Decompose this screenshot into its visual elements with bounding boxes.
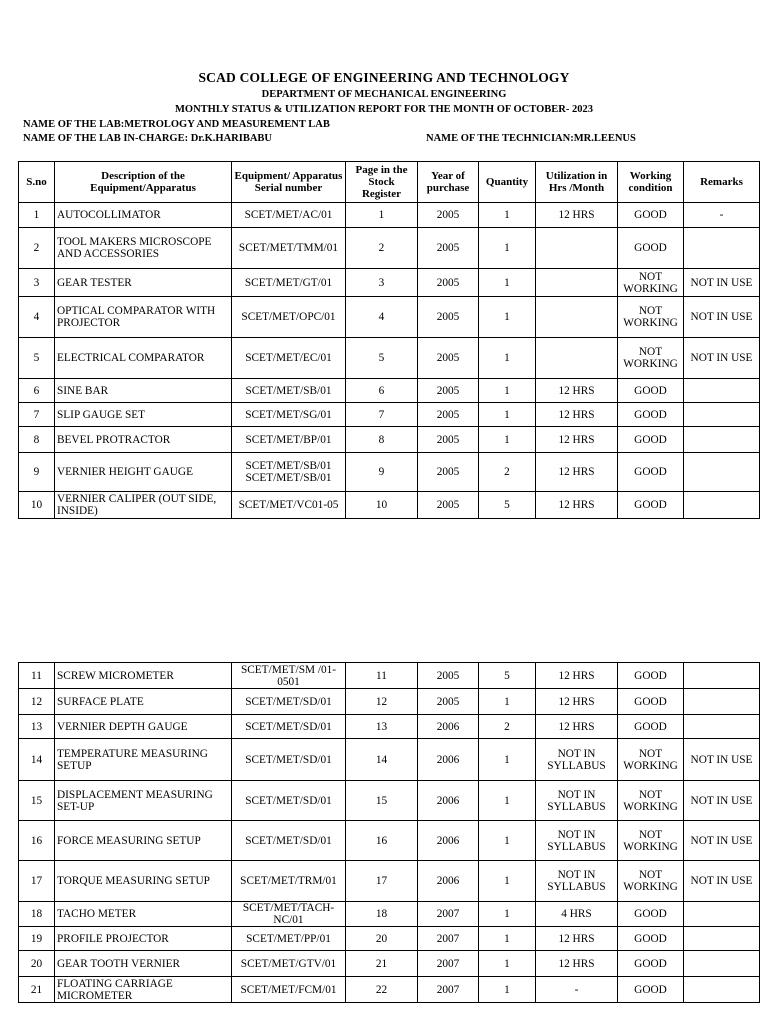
cell-condition: NOT WORKING — [618, 269, 684, 297]
lab-name: NAME OF THE LAB:METROLOGY AND MEASUREMENT LAB — [23, 119, 330, 130]
cell-remarks — [684, 492, 760, 519]
table-row — [19, 927, 760, 951]
cell-year: 2005 — [418, 453, 479, 492]
cell-serial-number: SCET/MET/TRM/01 — [232, 861, 346, 902]
cell-description: FLOATING CARRIAGE MICROMETER — [55, 977, 232, 1003]
cell-sno: 21 — [19, 977, 55, 1003]
cell-sno: 2 — [19, 228, 55, 269]
cell-sno: 13 — [19, 715, 55, 739]
cell-year: 2006 — [418, 715, 479, 739]
cell-page: 20 — [346, 927, 418, 951]
cell-serial-number: SCET/MET/GT/01 — [232, 269, 346, 297]
cell-page: 16 — [346, 821, 418, 861]
cell-utilization: 12 HRS — [536, 453, 618, 492]
cell-quantity: 1 — [479, 821, 536, 861]
cell-description: PROFILE PROJECTOR — [55, 927, 232, 951]
cell-description: TOOL MAKERS MICROSCOPE AND ACCESSORIES — [55, 228, 232, 269]
technician-name: NAME OF THE TECHNICIAN:MR.LEENUS — [426, 133, 636, 144]
cell-quantity: 1 — [479, 338, 536, 379]
cell-page: 3 — [346, 269, 418, 297]
cell-description: AUTOCOLLIMATOR — [55, 203, 232, 228]
cell-sno: 17 — [19, 861, 55, 902]
cell-description: SURFACE PLATE — [55, 689, 232, 715]
cell-sno: 15 — [19, 781, 55, 821]
cell-year: 2006 — [418, 739, 479, 781]
cell-year: 2005 — [418, 203, 479, 228]
cell-condition: GOOD — [618, 492, 684, 519]
cell-year: 2005 — [418, 338, 479, 379]
cell-sno: 12 — [19, 689, 55, 715]
cell-utilization: NOT IN SYLLABUS — [536, 821, 618, 861]
cell-page: 15 — [346, 781, 418, 821]
cell-year: 2005 — [418, 689, 479, 715]
cell-serial-number: SCET/MET/SD/01 — [232, 739, 346, 781]
table-row — [19, 689, 760, 715]
cell-remarks — [684, 403, 760, 427]
cell-condition: NOT WORKING — [618, 338, 684, 379]
cell-remarks — [684, 689, 760, 715]
cell-sno: 8 — [19, 427, 55, 453]
cell-utilization: 12 HRS — [536, 927, 618, 951]
cell-remarks: NOT IN USE — [684, 821, 760, 861]
report-title: MONTHLY STATUS & UTILIZATION REPORT FOR THE MONTH OF OCTOBER- 2023 — [175, 104, 593, 115]
cell-condition: GOOD — [618, 203, 684, 228]
cell-year: 2005 — [418, 403, 479, 427]
cell-year: 2006 — [418, 861, 479, 902]
cell-condition: NOT WORKING — [618, 861, 684, 902]
cell-sno: 1 — [19, 203, 55, 228]
cell-page: 18 — [346, 902, 418, 927]
cell-quantity: 1 — [479, 269, 536, 297]
cell-page: 2 — [346, 228, 418, 269]
table-row — [19, 403, 760, 427]
cell-page: 21 — [346, 951, 418, 977]
cell-year: 2005 — [418, 297, 479, 338]
cell-sno: 18 — [19, 902, 55, 927]
cell-quantity: 1 — [479, 781, 536, 821]
table-row — [19, 338, 760, 379]
cell-sno: 19 — [19, 927, 55, 951]
cell-sno: 4 — [19, 297, 55, 338]
cell-condition: GOOD — [618, 715, 684, 739]
cell-quantity: 1 — [479, 689, 536, 715]
cell-utilization: NOT IN SYLLABUS — [536, 739, 618, 781]
cell-serial-number: SCET/MET/TMM/01 — [232, 228, 346, 269]
cell-description: DISPLACEMENT MEASURING SET-UP — [55, 781, 232, 821]
cell-description: TORQUE MEASURING SETUP — [55, 861, 232, 902]
col-header-description: Description of the Equipment/Apparatus — [55, 162, 232, 203]
cell-quantity: 5 — [479, 492, 536, 519]
cell-year: 2006 — [418, 821, 479, 861]
table-row — [19, 977, 760, 1003]
cell-utilization — [536, 269, 618, 297]
cell-utilization: 12 HRS — [536, 715, 618, 739]
cell-page: 4 — [346, 297, 418, 338]
cell-sno: 10 — [19, 492, 55, 519]
cell-serial-number: SCET/MET/OPC/01 — [232, 297, 346, 338]
cell-quantity: 1 — [479, 861, 536, 902]
cell-page: 7 — [346, 403, 418, 427]
cell-utilization: 12 HRS — [536, 379, 618, 403]
cell-serial-number: SCET/MET/SB/01 — [232, 379, 346, 403]
cell-condition: GOOD — [618, 379, 684, 403]
cell-description: FORCE MEASURING SETUP — [55, 821, 232, 861]
cell-sno: 5 — [19, 338, 55, 379]
cell-description: SINE BAR — [55, 379, 232, 403]
cell-page: 12 — [346, 689, 418, 715]
header-row — [19, 162, 760, 203]
cell-condition: GOOD — [618, 453, 684, 492]
college-title: SCAD COLLEGE OF ENGINEERING AND TECHNOLOGY — [198, 70, 570, 85]
cell-utilization: - — [536, 977, 618, 1003]
cell-year: 2005 — [418, 663, 479, 689]
col-header-sno: S.no — [19, 162, 55, 203]
cell-condition: GOOD — [618, 663, 684, 689]
cell-condition: GOOD — [618, 228, 684, 269]
cell-utilization: 12 HRS — [536, 403, 618, 427]
cell-quantity: 1 — [479, 977, 536, 1003]
cell-serial-number: SCET/MET/EC/01 — [232, 338, 346, 379]
table-row — [19, 663, 760, 689]
cell-condition: GOOD — [618, 902, 684, 927]
cell-condition: GOOD — [618, 927, 684, 951]
col-header-utilization: Utilization in Hrs /Month — [536, 162, 618, 203]
cell-page: 13 — [346, 715, 418, 739]
cell-description: ELECTRICAL COMPARATOR — [55, 338, 232, 379]
cell-year: 2005 — [418, 228, 479, 269]
table-row — [19, 453, 760, 492]
cell-remarks — [684, 379, 760, 403]
cell-sno: 16 — [19, 821, 55, 861]
cell-year: 2005 — [418, 269, 479, 297]
cell-serial-number: SCET/MET/SM /01-0501 — [232, 663, 346, 689]
cell-utilization: NOT IN SYLLABUS — [536, 861, 618, 902]
cell-serial-number: SCET/MET/PP/01 — [232, 927, 346, 951]
cell-utilization: 12 HRS — [536, 689, 618, 715]
cell-serial-number: SCET/MET/SG/01 — [232, 403, 346, 427]
cell-description: BEVEL PROTRACTOR — [55, 427, 232, 453]
col-header-page: Page in the Stock Register — [346, 162, 418, 203]
cell-condition: NOT WORKING — [618, 781, 684, 821]
cell-description: VERNIER CALIPER (OUT SIDE, INSIDE) — [55, 492, 232, 519]
cell-year: 2005 — [418, 427, 479, 453]
cell-remarks: NOT IN USE — [684, 297, 760, 338]
cell-description: GEAR TOOTH VERNIER — [55, 951, 232, 977]
table-row — [19, 379, 760, 403]
cell-quantity: 1 — [479, 379, 536, 403]
cell-quantity: 1 — [479, 902, 536, 927]
cell-utilization: 12 HRS — [536, 427, 618, 453]
cell-remarks — [684, 951, 760, 977]
cell-utilization: 4 HRS — [536, 902, 618, 927]
cell-description: SLIP GAUGE SET — [55, 403, 232, 427]
cell-description: SCREW MICROMETER — [55, 663, 232, 689]
cell-remarks: - — [684, 203, 760, 228]
cell-condition: GOOD — [618, 427, 684, 453]
cell-remarks — [684, 977, 760, 1003]
cell-sno: 14 — [19, 739, 55, 781]
cell-year: 2005 — [418, 379, 479, 403]
cell-utilization: 12 HRS — [536, 492, 618, 519]
cell-condition: GOOD — [618, 403, 684, 427]
cell-remarks — [684, 715, 760, 739]
cell-serial-number: SCET/MET/VC01-05 — [232, 492, 346, 519]
col-header-condition: Working condition — [618, 162, 684, 203]
cell-quantity: 5 — [479, 663, 536, 689]
cell-quantity: 2 — [479, 453, 536, 492]
cell-remarks: NOT IN USE — [684, 739, 760, 781]
cell-sno: 11 — [19, 663, 55, 689]
table-row — [19, 821, 760, 861]
cell-utilization — [536, 338, 618, 379]
cell-utilization: 12 HRS — [536, 951, 618, 977]
cell-page: 10 — [346, 492, 418, 519]
cell-year: 2007 — [418, 927, 479, 951]
cell-quantity: 1 — [479, 228, 536, 269]
cell-quantity: 1 — [479, 739, 536, 781]
cell-remarks — [684, 228, 760, 269]
table-row — [19, 781, 760, 821]
equipment-table-1 — [18, 161, 760, 519]
cell-description: TACHO METER — [55, 902, 232, 927]
cell-description: VERNIER DEPTH GAUGE — [55, 715, 232, 739]
cell-condition: NOT WORKING — [618, 297, 684, 338]
cell-page: 9 — [346, 453, 418, 492]
cell-sno: 20 — [19, 951, 55, 977]
cell-quantity: 1 — [479, 427, 536, 453]
cell-utilization: NOT IN SYLLABUS — [536, 781, 618, 821]
col-header-remarks: Remarks — [684, 162, 760, 203]
cell-sno: 7 — [19, 403, 55, 427]
cell-page: 11 — [346, 663, 418, 689]
cell-condition: GOOD — [618, 951, 684, 977]
table-row — [19, 715, 760, 739]
cell-condition: GOOD — [618, 977, 684, 1003]
table-row — [19, 297, 760, 338]
cell-year: 2007 — [418, 951, 479, 977]
cell-page: 17 — [346, 861, 418, 902]
table-row — [19, 902, 760, 927]
cell-description: TEMPERATURE MEASURING SETUP — [55, 739, 232, 781]
cell-year: 2007 — [418, 902, 479, 927]
cell-page: 14 — [346, 739, 418, 781]
cell-condition: NOT WORKING — [618, 739, 684, 781]
cell-year: 2005 — [418, 492, 479, 519]
cell-serial-number: SCET/MET/SD/01 — [232, 689, 346, 715]
cell-quantity: 1 — [479, 927, 536, 951]
cell-year: 2006 — [418, 781, 479, 821]
cell-serial-number: SCET/MET/BP/01 — [232, 427, 346, 453]
table-row — [19, 951, 760, 977]
cell-description: GEAR TESTER — [55, 269, 232, 297]
table-row — [19, 427, 760, 453]
table-row — [19, 492, 760, 519]
cell-sno: 9 — [19, 453, 55, 492]
cell-quantity: 1 — [479, 203, 536, 228]
cell-serial-number: SCET/MET/TACH-NC/01 — [232, 902, 346, 927]
cell-year: 2007 — [418, 977, 479, 1003]
col-header-year: Year of purchase — [418, 162, 479, 203]
cell-condition: GOOD — [618, 689, 684, 715]
table-row — [19, 739, 760, 781]
cell-quantity: 1 — [479, 403, 536, 427]
cell-page: 22 — [346, 977, 418, 1003]
cell-condition: NOT WORKING — [618, 821, 684, 861]
cell-page: 5 — [346, 338, 418, 379]
cell-quantity: 1 — [479, 297, 536, 338]
cell-remarks — [684, 663, 760, 689]
cell-quantity: 2 — [479, 715, 536, 739]
table-row — [19, 269, 760, 297]
cell-serial-number: SCET/MET/GTV/01 — [232, 951, 346, 977]
department-title: DEPARTMENT OF MECHANICAL ENGINEERING — [261, 89, 507, 100]
cell-remarks — [684, 927, 760, 951]
cell-utilization — [536, 228, 618, 269]
equipment-table-2 — [18, 662, 760, 1003]
cell-page: 1 — [346, 203, 418, 228]
cell-serial-number: SCET/MET/AC/01 — [232, 203, 346, 228]
cell-remarks — [684, 453, 760, 492]
cell-sno: 3 — [19, 269, 55, 297]
table-row — [19, 203, 760, 228]
cell-serial-number: SCET/MET/SD/01 — [232, 781, 346, 821]
table-row — [19, 861, 760, 902]
cell-page: 6 — [346, 379, 418, 403]
cell-sno: 6 — [19, 379, 55, 403]
cell-page: 8 — [346, 427, 418, 453]
table-row — [19, 228, 760, 269]
cell-remarks: NOT IN USE — [684, 861, 760, 902]
cell-serial-number: SCET/MET/SD/01 — [232, 715, 346, 739]
cell-remarks: NOT IN USE — [684, 338, 760, 379]
cell-serial-number: SCET/MET/SB/01 SCET/MET/SB/01 — [232, 453, 346, 492]
cell-serial-number: SCET/MET/FCM/01 — [232, 977, 346, 1003]
col-header-serial: Equipment/ Apparatus Serial number — [232, 162, 346, 203]
cell-remarks: NOT IN USE — [684, 781, 760, 821]
cell-description: VERNIER HEIGHT GAUGE — [55, 453, 232, 492]
cell-remarks: NOT IN USE — [684, 269, 760, 297]
cell-remarks — [684, 427, 760, 453]
cell-utilization — [536, 297, 618, 338]
cell-utilization: 12 HRS — [536, 203, 618, 228]
cell-utilization: 12 HRS — [536, 663, 618, 689]
cell-description: OPTICAL COMPARATOR WITH PROJECTOR — [55, 297, 232, 338]
lab-incharge: NAME OF THE LAB IN-CHARGE: Dr.K.HARIBABU — [23, 133, 273, 144]
cell-quantity: 1 — [479, 951, 536, 977]
col-header-quantity: Quantity — [479, 162, 536, 203]
cell-serial-number: SCET/MET/SD/01 — [232, 821, 346, 861]
cell-remarks — [684, 902, 760, 927]
